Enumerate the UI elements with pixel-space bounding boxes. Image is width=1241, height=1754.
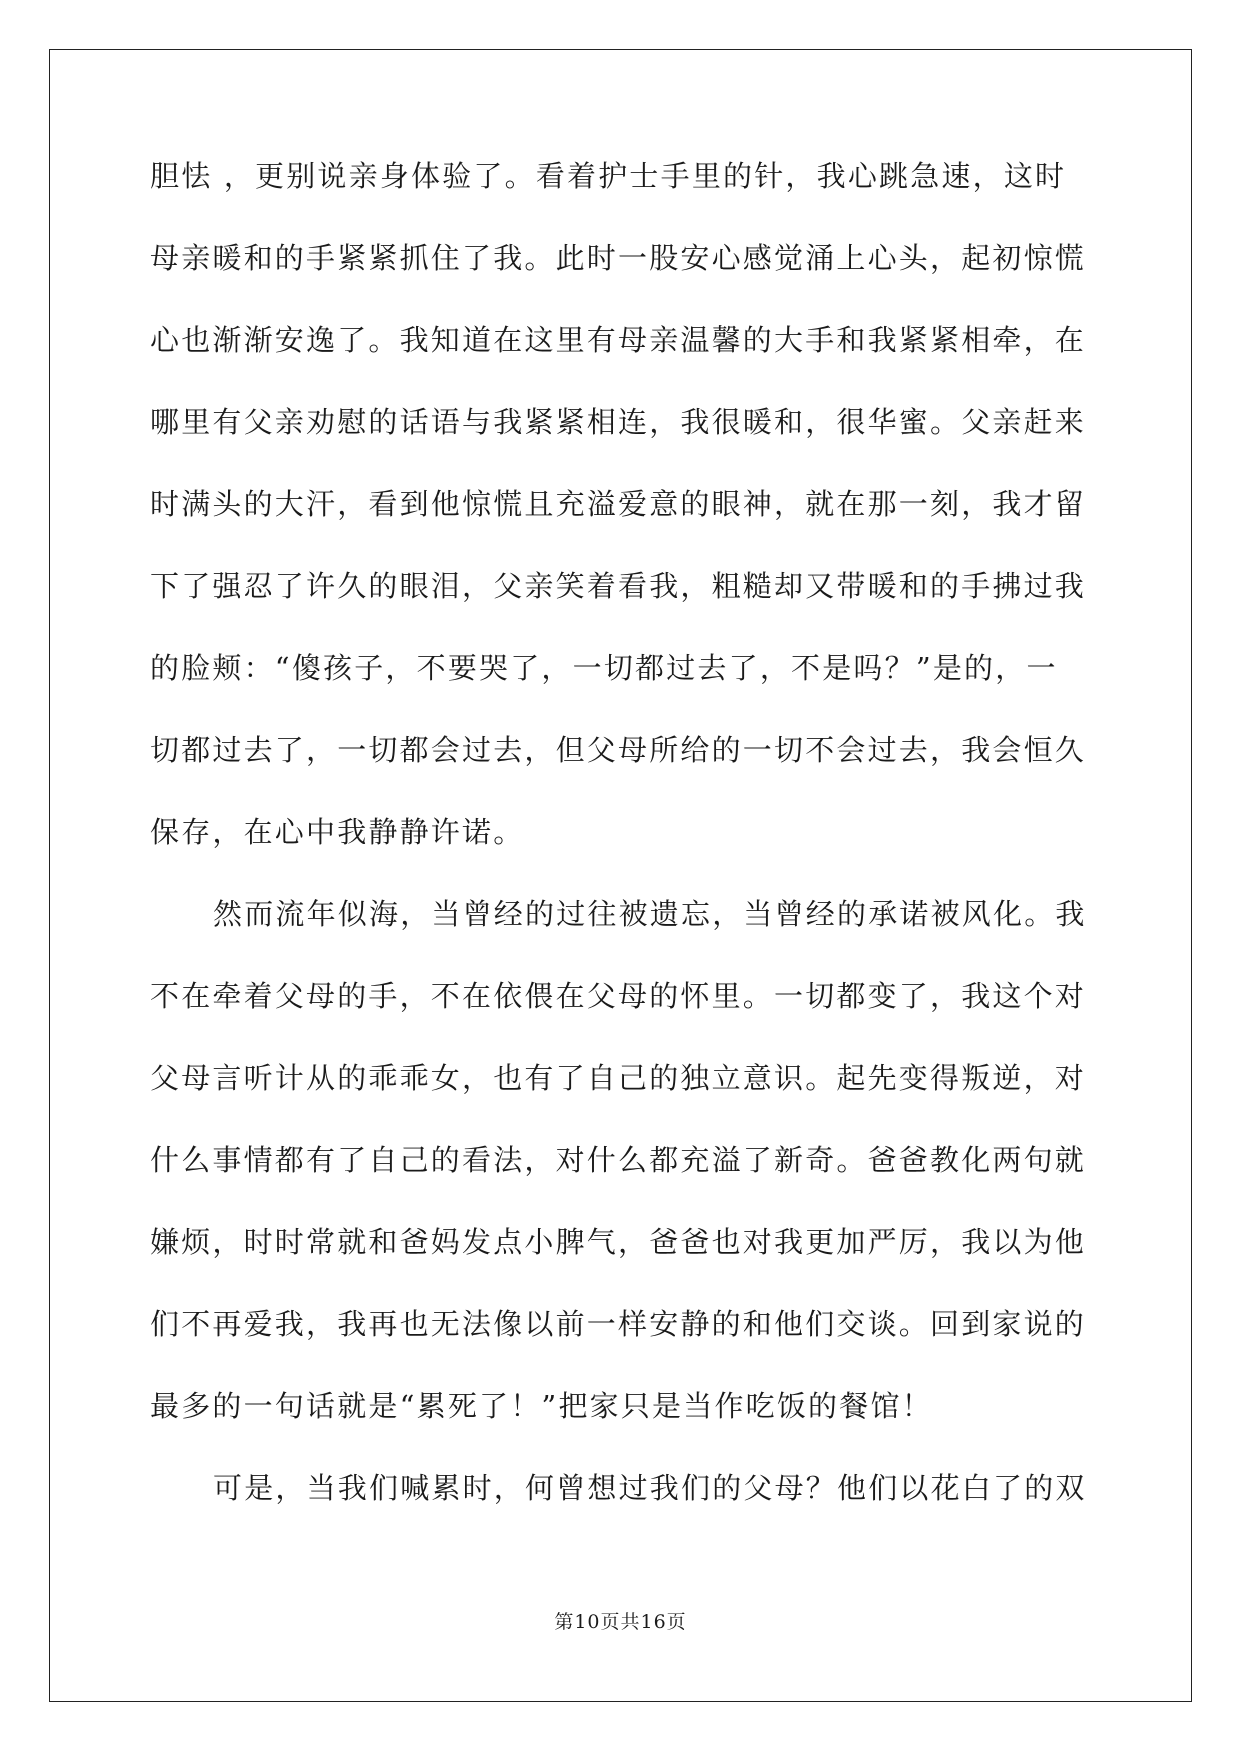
text-line: 切都过去了，一切都会过去，但父母所给的一切不会过去，我会恒久 xyxy=(150,733,1087,767)
current-page-label: 第10页 xyxy=(554,1611,621,1633)
document-body xyxy=(150,160,1090,1554)
page-footer xyxy=(0,1607,1241,1634)
text-line: 母亲暖和的手紧紧抓住了我。此时一股安心感觉涌上心头，起初惊慌 xyxy=(150,241,1087,275)
text-line: 嫌烦，时时常就和爸妈发点小脾气，爸爸也对我更加严厉，我以为他 xyxy=(150,1225,1087,1259)
text-line: 时满头的大汗，看到他惊慌且充溢爱意的眼神，就在那一刻，我才留 xyxy=(150,487,1087,521)
total-pages-label: 共16页 xyxy=(620,1611,687,1633)
text-line: 最多的一句话就是“累死了！”把家只是当作吃饭的餐馆！ xyxy=(150,1389,933,1423)
paragraph-first-line: 然而流年似海，当曾经的过往被遗忘，当曾经的承诺被风化。我 xyxy=(213,897,1087,931)
text-line: 什么事情都有了自己的看法，对什么都充溢了新奇。爸爸教化两句就 xyxy=(150,1143,1087,1177)
text-line: 的脸颊：“傻孩子，不要哭了，一切都过去了，不是吗？”是的，一 xyxy=(150,651,1058,685)
paragraph-first-line: 可是，当我们喊累时，何曾想过我们的父母？他们以花白了的双 xyxy=(213,1471,1087,1505)
text-line: 心也渐渐安逸了。我知道在这里有母亲温馨的大手和我紧紧相牵，在 xyxy=(150,323,1087,357)
text-line: 下了强忍了许久的眼泪，父亲笑着看我，粗糙却又带暖和的手拂过我 xyxy=(150,569,1087,603)
text-line: 父母言听计从的乖乖女，也有了自己的独立意识。起先变得叛逆，对 xyxy=(150,1061,1087,1095)
text-line: 哪里有父亲劝慰的话语与我紧紧相连，我很暖和，很华蜜。父亲赶来 xyxy=(150,405,1087,439)
text-line: 不在牵着父母的手，不在依偎在父母的怀里。一切都变了，我这个对 xyxy=(150,979,1087,1013)
text-line: 保存，在心中我静静许诺。 xyxy=(150,815,525,849)
text-line: 们不再爱我，我再也无法像以前一样安静的和他们交谈。回到家说的 xyxy=(150,1307,1087,1341)
text-line: 胆怯 ，更别说亲身体验了。看着护士手里的针，我心跳急速，这时 xyxy=(150,159,1067,193)
